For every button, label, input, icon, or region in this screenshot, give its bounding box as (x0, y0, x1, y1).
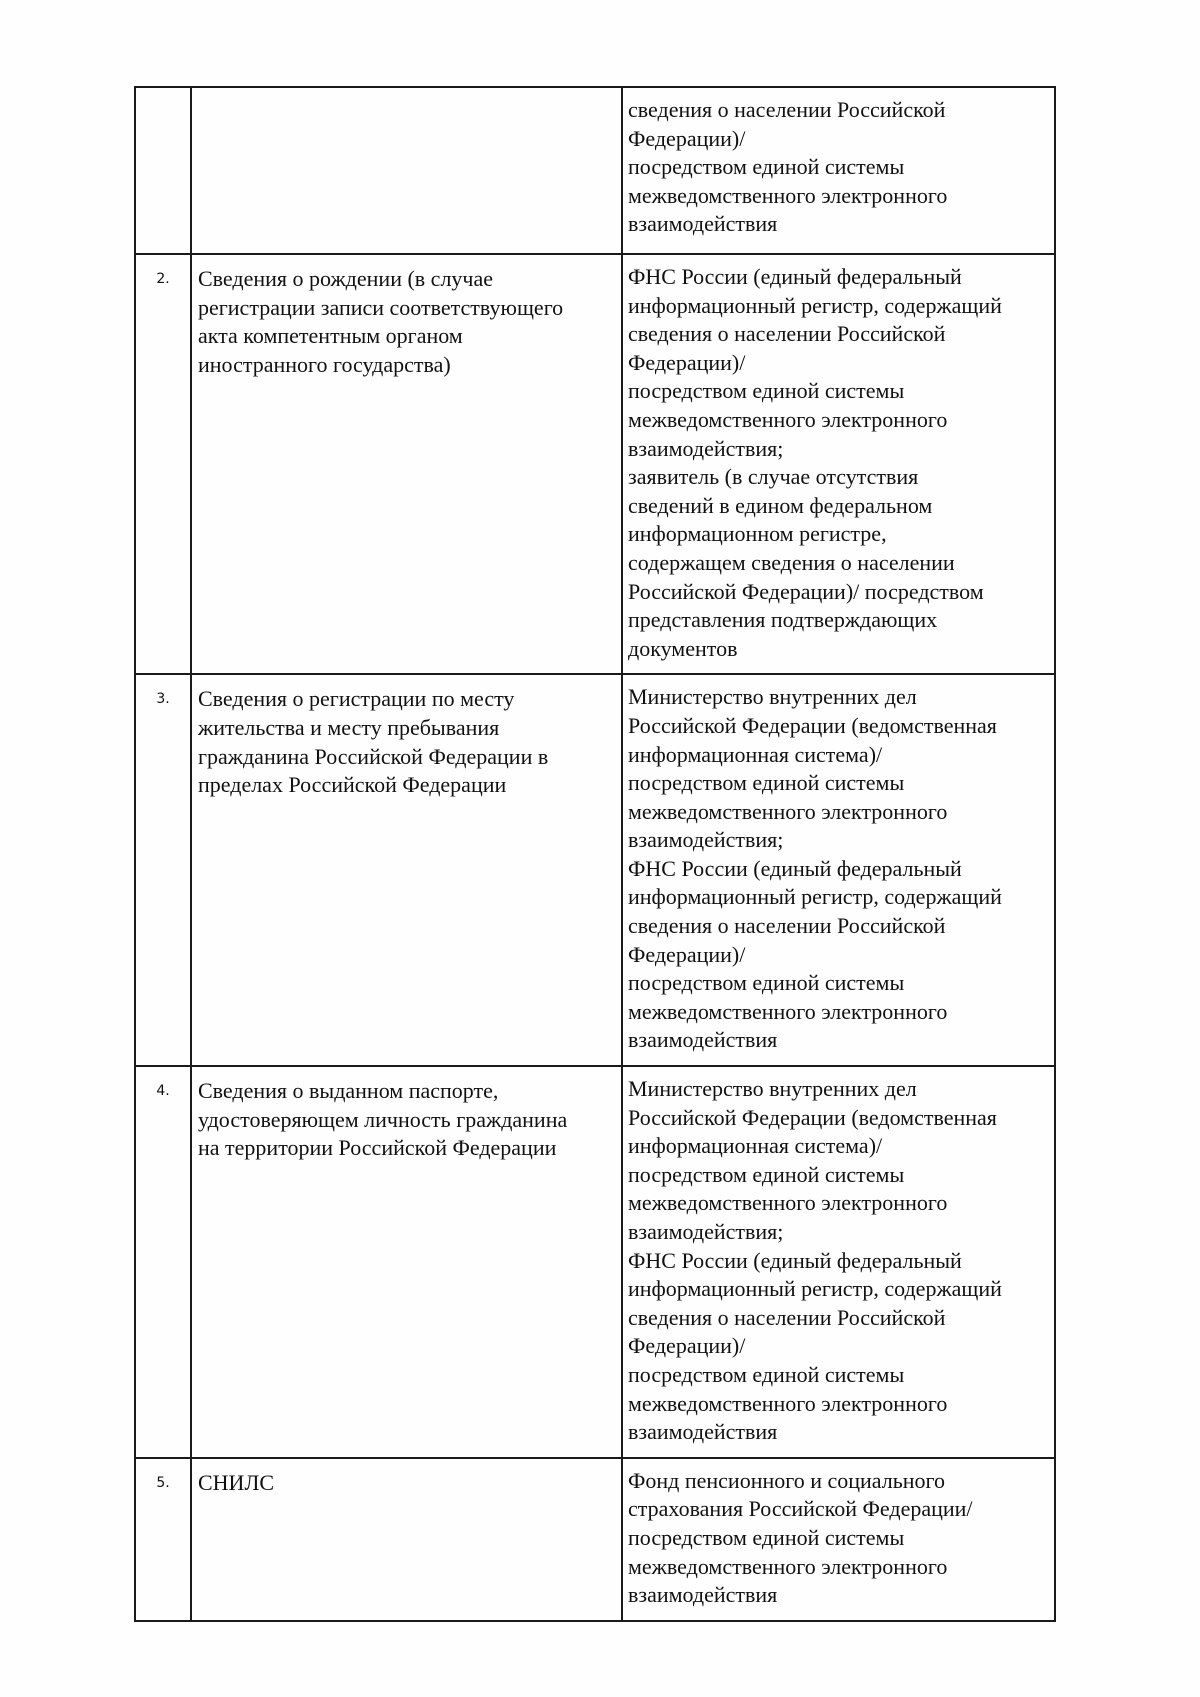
info-line: гражданина Российской Федерации в (198, 743, 549, 769)
source-line: информационный регистр, содержащий (628, 884, 1002, 910)
info-line: пределах Российской Федерации (198, 772, 507, 798)
source-line: взаимодействия (628, 1582, 778, 1608)
source-line: Министерство внутренних дел (628, 684, 917, 710)
row-number (136, 88, 190, 104)
source-line: Российской Федерации (ведомственная (628, 712, 997, 738)
info-text (192, 675, 621, 807)
source-text (623, 1459, 1054, 1620)
source-line: Федерации)/ (628, 941, 746, 967)
source-line: ФНС России (единый федеральный (628, 855, 962, 881)
source-line: взаимодействия; (628, 435, 784, 461)
info-cell (191, 674, 622, 1066)
source-line: Российской Федерации)/ посредством (628, 578, 984, 604)
info-line: на территории Российской Федерации (198, 1135, 557, 1161)
table-row (135, 674, 1055, 1066)
info-line: Сведения о регистрации по месту (198, 686, 515, 712)
source-line: информационном регистре, (628, 521, 887, 547)
info-line: Сведения о выданном паспорте, (198, 1078, 499, 1104)
table-row (135, 1458, 1055, 1621)
table-row (135, 87, 1055, 254)
source-line: посредством единой системы (628, 1161, 905, 1187)
source-line: посредством единой системы (628, 1361, 905, 1387)
row-number: 2. (156, 271, 170, 287)
source-cell (622, 254, 1055, 674)
row-number-cell (135, 87, 191, 254)
info-line: жительства и месту пребывания (198, 714, 500, 740)
source-line: посредством единой системы (628, 1524, 905, 1550)
source-line: сведения о населении Российской (628, 913, 946, 939)
info-line: регистрации записи соответствующего (198, 294, 564, 320)
info-text (192, 1459, 621, 1506)
source-line: посредством единой системы (628, 378, 905, 404)
info-cell (191, 1458, 622, 1621)
source-text (623, 255, 1054, 673)
source-line: содержащем сведения о населении (628, 549, 955, 575)
services-table (134, 86, 1056, 1622)
source-line: представления подтверждающих (628, 607, 938, 633)
source-line: сведений в едином федеральном (628, 492, 933, 518)
source-line: заявитель (в случае отсутствия (628, 464, 919, 490)
source-line: посредством единой системы (628, 770, 905, 796)
source-line: межведомственного электронного (628, 1553, 948, 1579)
row-number-cell (135, 1066, 191, 1458)
info-text (192, 255, 621, 387)
source-line: посредством единой системы (628, 154, 905, 180)
row-number: 5. (156, 1474, 170, 1491)
source-line: Фонд пенсионного и социального (628, 1467, 946, 1493)
source-line: сведения о населении Российской (628, 97, 946, 122)
row-number-cell (135, 674, 191, 1066)
row-number: 3. (156, 691, 170, 708)
info-text (192, 1067, 621, 1171)
source-line: межведомственного электронного (628, 1390, 948, 1416)
info-cell (191, 87, 622, 254)
source-line: взаимодействия (628, 1419, 778, 1445)
source-line: межведомственного электронного (628, 998, 948, 1024)
source-cell (622, 87, 1055, 254)
source-line: информационная система)/ (628, 1133, 883, 1159)
source-line: межведомственного электронного (628, 406, 948, 432)
source-line: межведомственного электронного (628, 182, 948, 208)
source-line: Российской Федерации (ведомственная (628, 1104, 997, 1130)
source-line: межведомственного электронного (628, 1190, 948, 1216)
source-line: сведения о населении Российской (628, 1304, 946, 1330)
source-line: страхования Российской Федерации/ (628, 1496, 973, 1522)
info-line: удостоверяющем личность гражданина (198, 1106, 568, 1132)
source-line: взаимодействия; (628, 827, 784, 853)
row-number-cell (135, 1458, 191, 1621)
source-line: ФНС России (единый федеральный (628, 264, 962, 289)
info-line: Сведения о рождении (в случае (198, 266, 494, 291)
table-row (135, 254, 1055, 674)
source-cell (622, 1066, 1055, 1458)
source-line: сведения о населении Российской (628, 321, 946, 347)
source-line: информационная система)/ (628, 741, 883, 767)
info-line: акта компетентным органом (198, 323, 463, 349)
source-line: взаимодействия (628, 1027, 778, 1053)
source-line: межведомственного электронного (628, 798, 948, 824)
row-number: 4. (156, 1083, 170, 1100)
source-text (623, 1067, 1054, 1457)
source-line: ФНС России (единый федеральный (628, 1247, 962, 1273)
source-line: документов (628, 635, 738, 661)
source-text (623, 88, 1054, 249)
source-line: Федерации)/ (628, 1333, 746, 1359)
source-line: информационный регистр, содержащий (628, 292, 1002, 318)
source-cell (622, 674, 1055, 1066)
info-text (192, 88, 621, 106)
source-line: взаимодействия (628, 211, 778, 237)
source-line: Федерации)/ (628, 125, 746, 151)
source-line: Министерство внутренних дел (628, 1076, 917, 1102)
info-line: иностранного государства) (198, 351, 451, 377)
source-line: взаимодействия; (628, 1219, 784, 1244)
info-cell (191, 1066, 622, 1458)
info-line: СНИЛС (198, 1469, 275, 1495)
table-row (135, 1066, 1055, 1458)
info-cell (191, 254, 622, 674)
source-line: информационный регистр, содержащий (628, 1276, 1002, 1302)
source-line: посредством единой системы (628, 970, 905, 996)
source-cell (622, 1458, 1055, 1621)
source-line: Федерации)/ (628, 349, 746, 375)
row-number-cell (135, 254, 191, 674)
source-text (623, 675, 1054, 1065)
